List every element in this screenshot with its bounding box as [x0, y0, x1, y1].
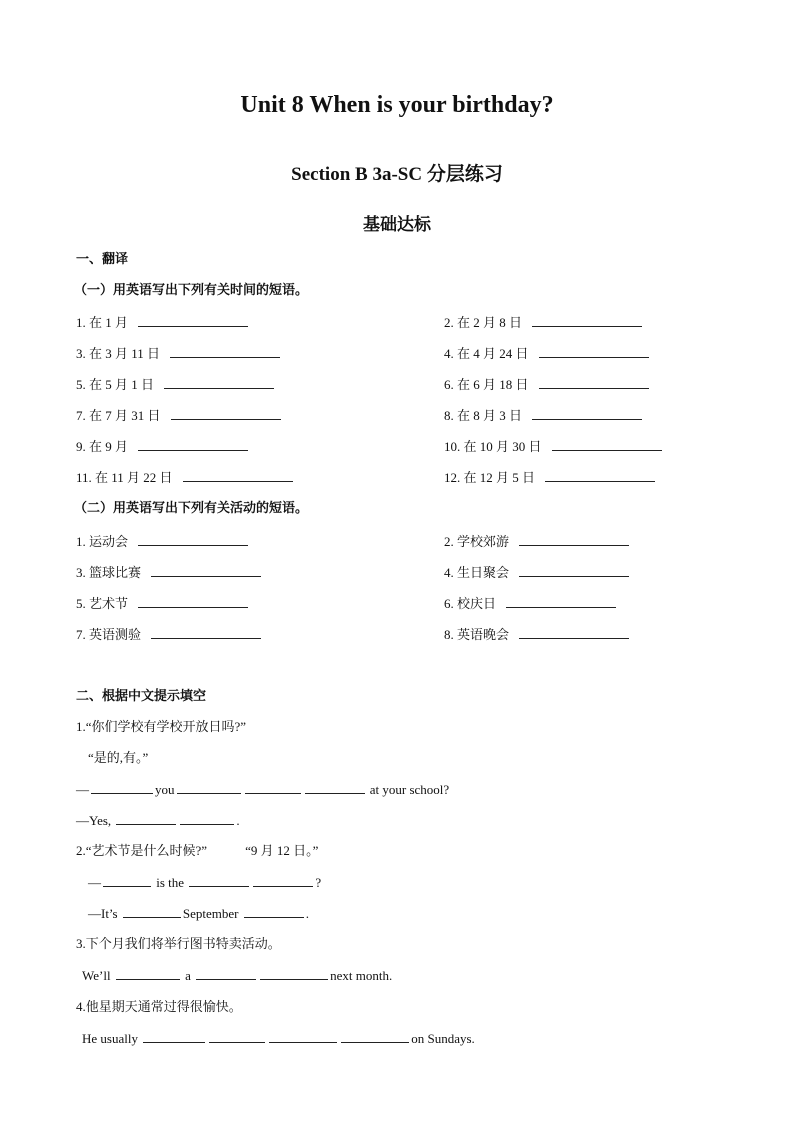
answer-blank[interactable]	[151, 625, 261, 639]
answer-blank[interactable]	[138, 437, 248, 451]
answer-blank[interactable]	[552, 437, 662, 451]
answer-blank[interactable]	[189, 873, 249, 887]
activity-item: 6. 校庆日	[444, 594, 618, 613]
q1-chinese-prompt: 1.“你们学校有学校开放日吗?”	[76, 719, 247, 734]
q2-english-question: — is the ?	[88, 875, 322, 890]
time-item: 2. 在 2 月 8 日	[444, 313, 644, 332]
activity-item: 4. 生日聚会	[444, 563, 631, 582]
q1-english-answer: —Yes, .	[76, 813, 240, 828]
answer-blank[interactable]	[253, 873, 313, 887]
answer-blank[interactable]	[138, 594, 248, 608]
answer-blank[interactable]	[209, 1029, 265, 1043]
part1-heading: 一、翻译	[76, 251, 129, 266]
q1-english-question: — you at your school?	[76, 782, 450, 797]
time-item: 10. 在 10 月 30 日	[444, 437, 664, 456]
answer-blank[interactable]	[305, 780, 365, 794]
answer-blank[interactable]	[539, 375, 649, 389]
q2-chinese-prompt: 2.“艺术节是什么时候?” “9 月 12 日。”	[76, 843, 319, 858]
part1-sub1-heading: （一）用英语写出下列有关时间的短语。	[74, 282, 309, 297]
activity-item: 7. 英语测验	[76, 625, 263, 644]
q3-chinese-prompt: 3.下个月我们将举行图书特卖活动。	[76, 936, 281, 951]
q4-chinese-prompt: 4.他星期天通常过得很愉快。	[76, 999, 242, 1014]
answer-blank[interactable]	[532, 406, 642, 420]
section-subtitle: Section B 3a-SC 分层练习	[291, 164, 503, 185]
answer-blank[interactable]	[341, 1029, 409, 1043]
answer-blank[interactable]	[260, 966, 328, 980]
time-item: 6. 在 6 月 18 日	[444, 375, 651, 394]
answer-blank[interactable]	[116, 966, 180, 980]
q3-english-sentence: We’ll a next month.	[82, 968, 393, 983]
worksheet-title: Unit 8 When is your birthday?	[240, 92, 554, 118]
time-item: 3. 在 3 月 11 日	[76, 344, 282, 363]
answer-blank[interactable]	[519, 563, 629, 577]
time-item: 1. 在 1 月	[76, 313, 250, 332]
answer-blank[interactable]	[177, 780, 241, 794]
answer-blank[interactable]	[138, 532, 248, 546]
answer-blank[interactable]	[170, 344, 280, 358]
answer-blank[interactable]	[539, 344, 649, 358]
answer-blank[interactable]	[183, 468, 293, 482]
answer-blank[interactable]	[519, 532, 629, 546]
answer-blank[interactable]	[164, 375, 274, 389]
answer-blank[interactable]	[519, 625, 629, 639]
answer-blank[interactable]	[196, 966, 256, 980]
q2-english-answer: —It’s September .	[88, 906, 309, 921]
activity-item: 3. 篮球比赛	[76, 563, 263, 582]
time-item: 12. 在 12 月 5 日	[444, 468, 657, 487]
answer-blank[interactable]	[103, 873, 151, 887]
answer-blank[interactable]	[244, 904, 304, 918]
time-item: 5. 在 5 月 1 日	[76, 375, 276, 394]
answer-blank[interactable]	[532, 313, 642, 327]
time-item: 9. 在 9 月	[76, 437, 250, 456]
time-item: 8. 在 8 月 3 日	[444, 406, 644, 425]
answer-blank[interactable]	[171, 406, 281, 420]
answer-blank[interactable]	[245, 780, 301, 794]
answer-blank[interactable]	[143, 1029, 205, 1043]
answer-blank[interactable]	[151, 563, 261, 577]
answer-blank[interactable]	[138, 313, 248, 327]
time-item: 11. 在 11 月 22 日	[76, 468, 295, 487]
part1-sub2-heading: （二）用英语写出下列有关活动的短语。	[74, 500, 309, 515]
answer-blank[interactable]	[116, 811, 176, 825]
q4-english-sentence: He usually on Sundays.	[82, 1031, 475, 1046]
answer-blank[interactable]	[506, 594, 616, 608]
level-heading: 基础达标	[363, 215, 431, 234]
activity-item: 2. 学校郊游	[444, 532, 631, 551]
activity-item: 5. 艺术节	[76, 594, 250, 613]
answer-blank[interactable]	[180, 811, 234, 825]
answer-blank[interactable]	[123, 904, 181, 918]
part2-heading: 二、根据中文提示填空	[76, 688, 207, 703]
q1-chinese-answer: “是的,有。”	[88, 750, 149, 765]
time-item: 4. 在 4 月 24 日	[444, 344, 651, 363]
time-item: 7. 在 7 月 31 日	[76, 406, 283, 425]
activity-item: 8. 英语晚会	[444, 625, 631, 644]
answer-blank[interactable]	[269, 1029, 337, 1043]
activity-item: 1. 运动会	[76, 532, 250, 551]
answer-blank[interactable]	[545, 468, 655, 482]
answer-blank[interactable]	[91, 780, 153, 794]
